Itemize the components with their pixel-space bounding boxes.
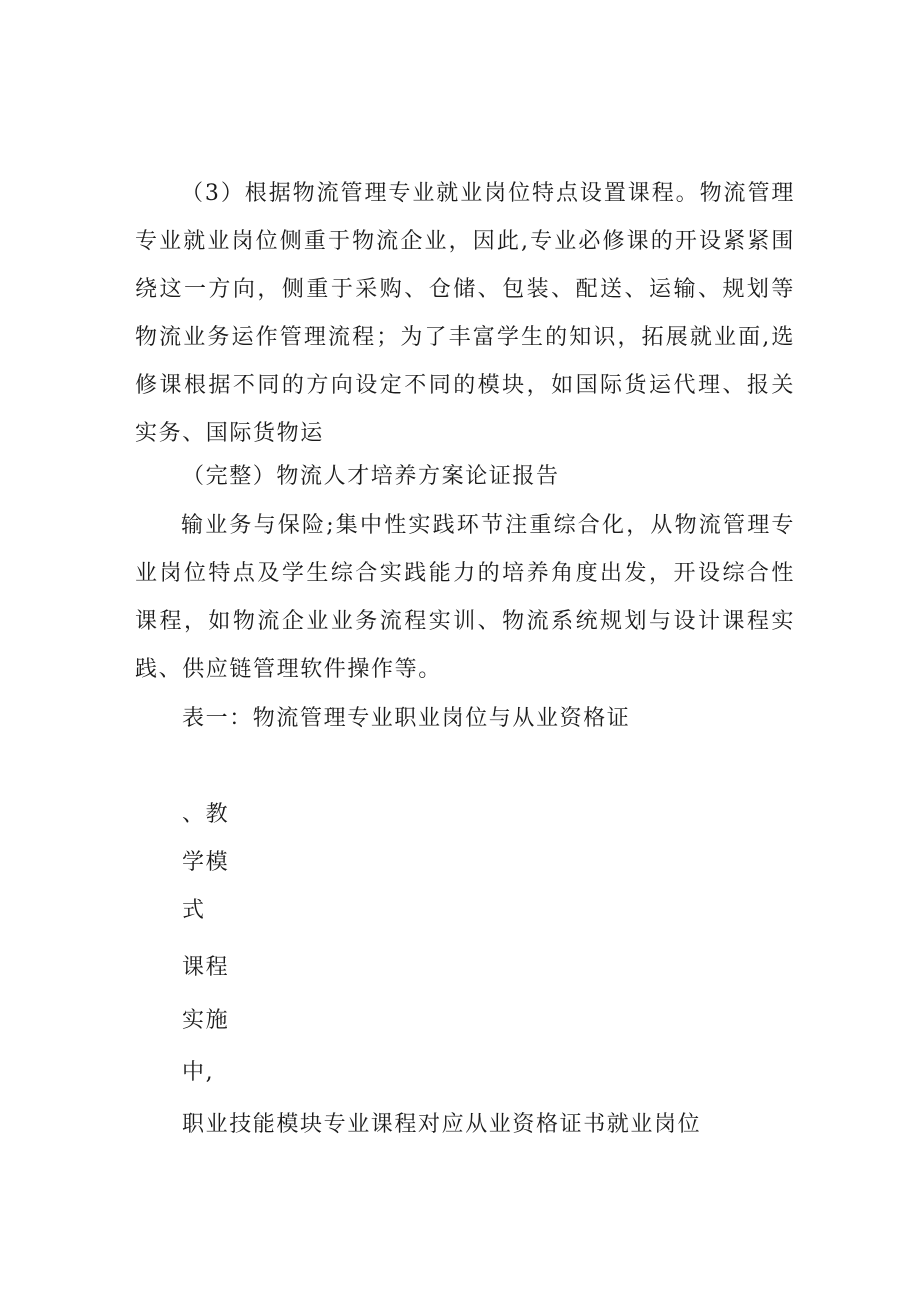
fragment-line-1: 、教 <box>182 802 230 827</box>
paragraph-practice: 输业务与保险;集中性实践环节注重综合化，从物流管理专业岗位特点及学生综合实践能力的培养角度出发，开设综合性课程，如物流企业业务流程实训、物流系统规划与设计课程实践、供应链管理软件操作等。 <box>135 513 795 682</box>
fragment-line-2: 学模 <box>182 850 230 875</box>
paragraph-course-setting: （3）根据物流管理专业就业岗位特点设置课程。物流管理专业就业岗位侧重于物流企业，因此,专业必修课的开设紧紧围绕这一方向，侧重于采购、仓储、包装、配送、运输、规划等物流业务运作管理流程；为了丰富学生的知识，拓展就业面,选修课根据不同的方向设定不同的模块，如国际货运代理、报关实务、国际货物运 <box>135 181 795 446</box>
fragment-line-3: 式 <box>182 898 206 923</box>
table-caption: 表一：物流管理专业职业岗位与从业资格证 <box>182 706 631 731</box>
table-header-row: 职业技能模块专业课程对应从业资格证书就业岗位 <box>182 1112 702 1137</box>
running-title: （完整）物流人才培养方案论证报告 <box>182 464 560 489</box>
fragment-line-6: 中, <box>182 1060 215 1085</box>
fragment-line-4: 课程 <box>182 955 230 980</box>
fragment-line-5: 实施 <box>182 1008 230 1033</box>
